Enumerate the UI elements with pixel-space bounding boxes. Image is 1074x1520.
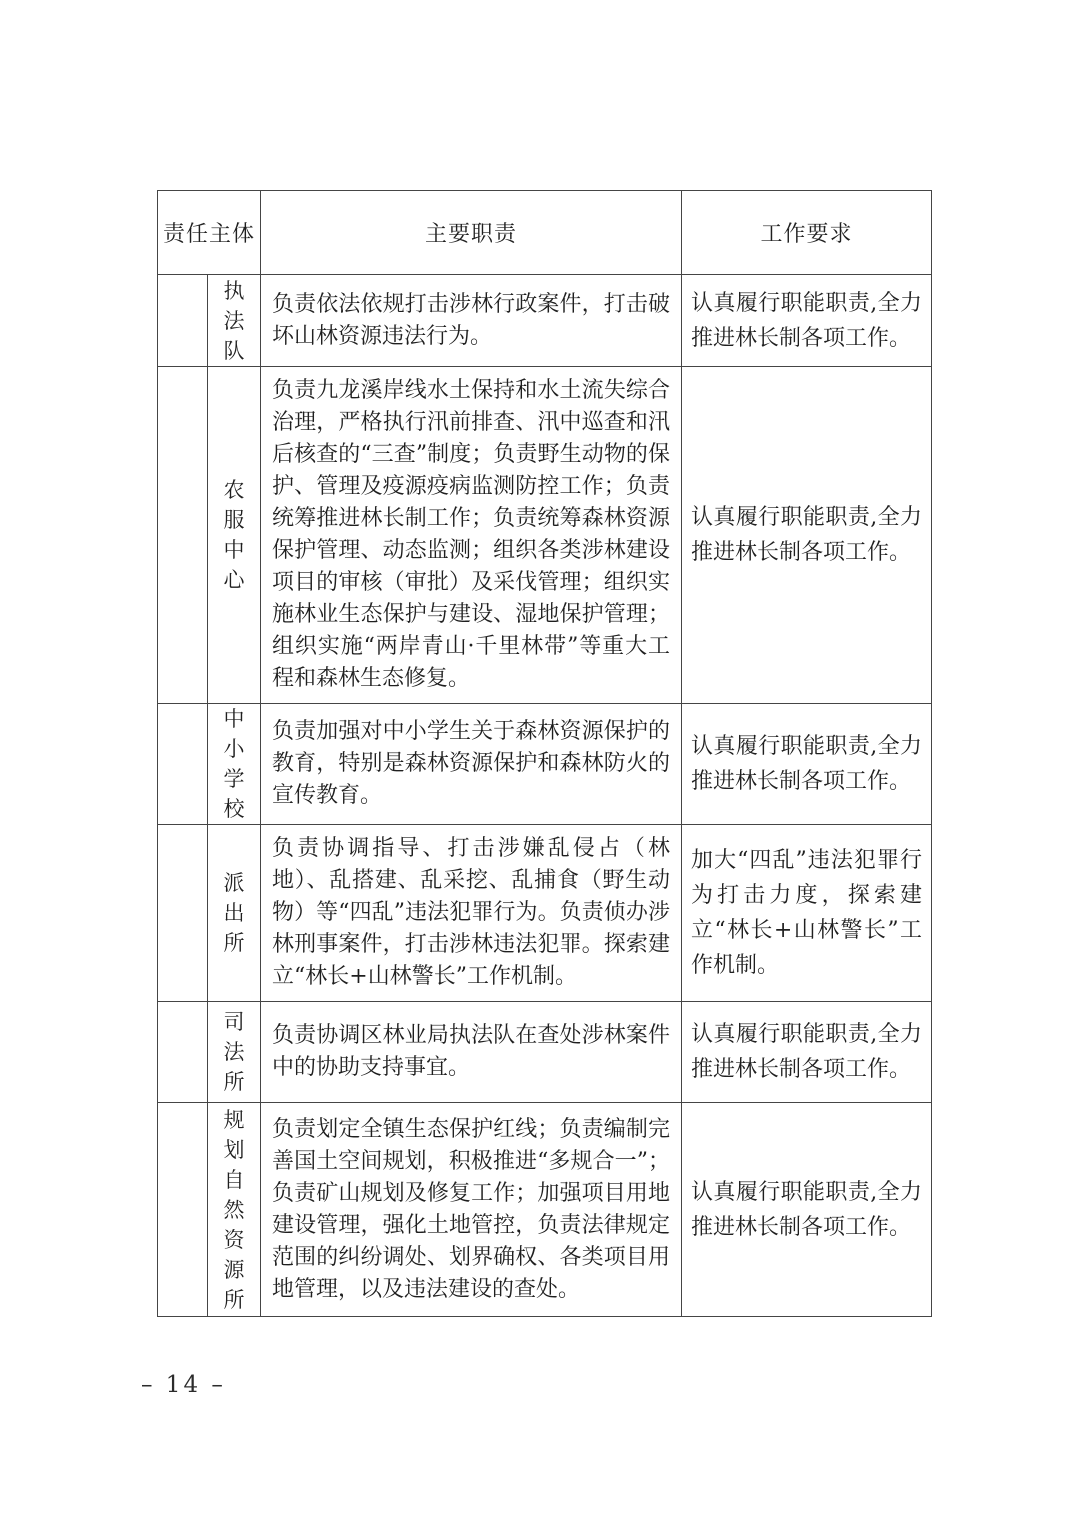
duties-cell: 负责加强对中小学生关于森林资源保护的教育，特别是森林资源保护和森林防火的宣传教育。	[261, 704, 682, 825]
category-cell-empty	[158, 1103, 208, 1317]
duties-cell: 负责协调指导、打击涉嫌乱侵占（林地）、乱搭建、乱采挖、乱捕食（野生动物）等“四乱”违法犯罪行为。负责侦办涉林刑事案件，打击涉林违法犯罪。探索建立“林长+山林警长”工作机制。	[261, 825, 682, 1002]
entity-cell	[208, 1103, 261, 1317]
table-row	[158, 367, 932, 704]
table-row	[158, 1002, 932, 1103]
category-cell-empty	[158, 367, 208, 704]
duties-cell: 负责依法依规打击涉林行政案件，打击破坏山林资源违法行为。	[261, 275, 682, 367]
table-row	[158, 1103, 932, 1317]
duties-cell: 负责划定全镇生态保护红线；负责编制完善国土空间规划，积极推进“多规合一”；负责矿山规划及修复工作；加强项目用地建设管理，强化土地管控，负责法律规定范围的纠纷调处、划界确权、各类项目用地管理，以及违法建设的查处。	[261, 1103, 682, 1317]
entity-name: 司法所	[223, 1010, 245, 1094]
entity-cell	[208, 275, 261, 367]
requirement-cell: 认真履行职能职责,全力推进林长制各项工作。	[682, 367, 932, 704]
category-cell-empty	[158, 825, 208, 1002]
entity-name: 农服中心	[223, 478, 245, 592]
entity-name: 派出所	[223, 871, 245, 955]
responsibility-table	[157, 190, 932, 1317]
entity-cell	[208, 825, 261, 1002]
page-number: – 14 –	[141, 1372, 226, 1398]
entity-name: 规划自然资源所	[223, 1107, 245, 1312]
table-row	[158, 825, 932, 1002]
category-cell-empty	[158, 275, 208, 367]
duties-cell: 负责九龙溪岸线水土保持和水土流失综合治理，严格执行汛前排查、汛中巡查和汛后核查的“三查”制度；负责野生动物的保护、管理及疫源疫病监测防控工作；负责统筹推进林长制工作；负责统筹森林资源保护管理、动态监测；组织各类涉林建设项目的审核（审批）及采伐管理；组织实施林业生态保护与建设、湿地保护管理；组织实施“两岸青山·千里林带”等重大工程和森林生态修复。	[261, 367, 682, 704]
entity-name: 中小学校	[223, 707, 245, 821]
header-responsible-entity: 责任主体	[158, 191, 261, 275]
entity-cell	[208, 367, 261, 704]
entity-name: 执法队	[223, 278, 245, 363]
header-main-duties: 主要职责	[261, 191, 682, 275]
table-row	[158, 704, 932, 825]
table-row	[158, 275, 932, 367]
requirement-cell: 认真履行职能职责,全力推进林长制各项工作。	[682, 1002, 932, 1103]
requirement-cell: 认真履行职能职责,全力推进林长制各项工作。	[682, 704, 932, 825]
category-cell-empty	[158, 1002, 208, 1103]
category-cell-empty	[158, 704, 208, 825]
table-header-row	[158, 191, 932, 275]
requirement-cell: 加大“四乱”违法犯罪行为打击力度，探索建立“林长+山林警长”工作机制。	[682, 825, 932, 1002]
entity-cell	[208, 1002, 261, 1103]
duties-cell: 负责协调区林业局执法队在查处涉林案件中的协助支持事宜。	[261, 1002, 682, 1103]
entity-cell	[208, 704, 261, 825]
requirement-cell: 认真履行职能职责,全力推进林长制各项工作。	[682, 275, 932, 367]
requirement-cell: 认真履行职能职责,全力推进林长制各项工作。	[682, 1103, 932, 1317]
header-work-requirements: 工作要求	[682, 191, 932, 275]
